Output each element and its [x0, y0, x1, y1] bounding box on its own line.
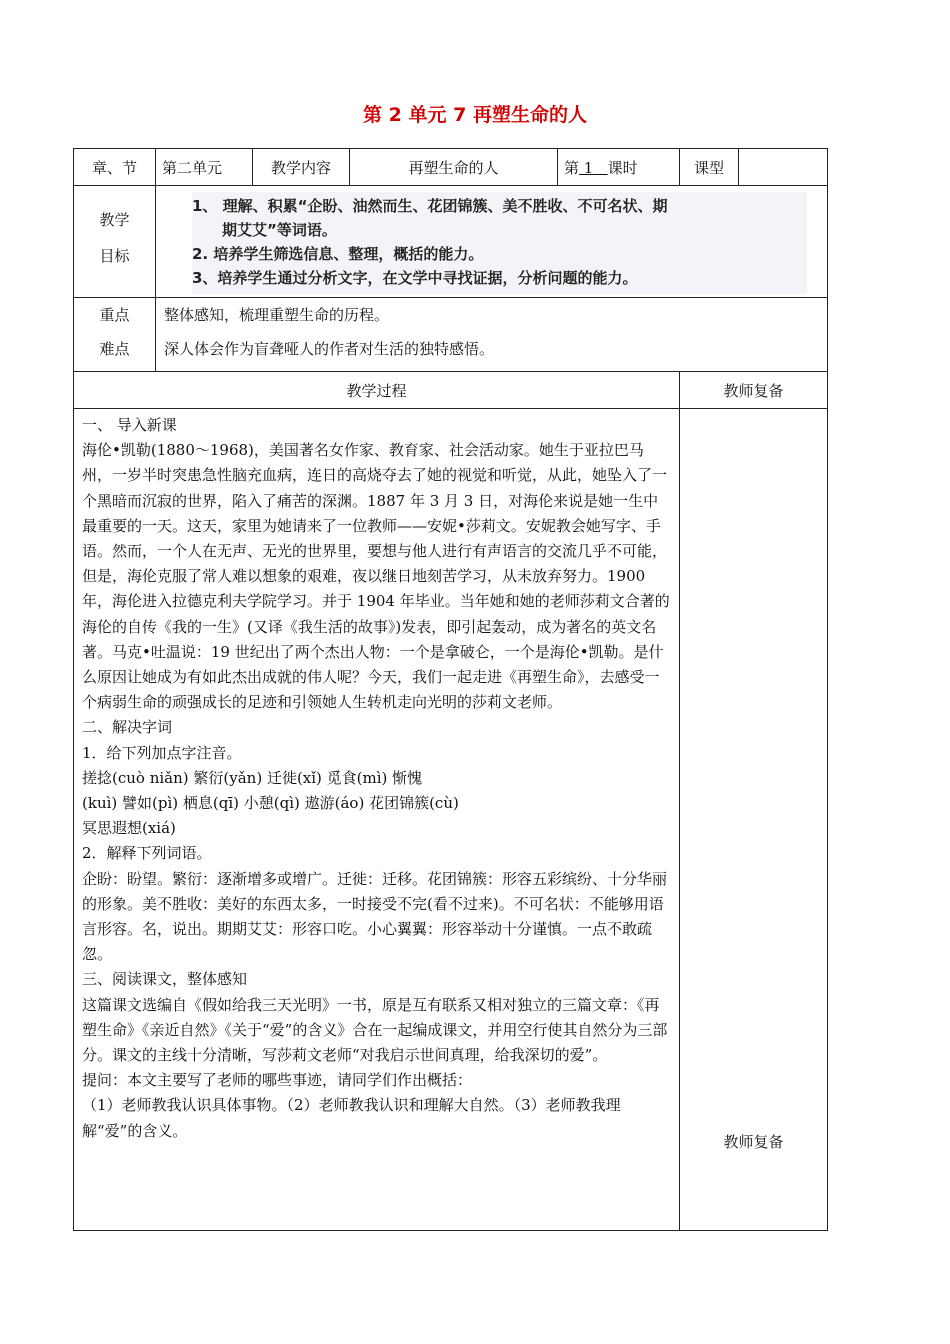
pinyin-line: 冥思遐想(xiá) [82, 819, 176, 838]
revision-column [680, 409, 828, 1231]
vocabulary-paragraph: 企盼：盼望。繁衍：逐渐增多或增广。迁徙：迁移。花团锦簇：形容五彩缤纷、十分华丽的形象。美不胜收：美好的东西太多，一时接受不完(看不过来)。不可名状：不能够用语言形容。名，说出。期期艾艾：形容口吃。小心翼翼：形容举动十分谨慎。一点不敢疏忽。 [82, 869, 668, 964]
process-header: 教学过程 [74, 372, 680, 409]
pinyin-line: (kuì) 譬如(pì) 栖息(qī) 小憩(qì) 遨游(áo) 花团锦簇(cù) [82, 794, 459, 813]
lesson-number: 1 [583, 158, 594, 177]
intro-paragraph: 海伦•凯勒(1880～1968)，美国著名女作家、教育家、社会活动家。她生于亚拉巴马州，一岁半时突患急性脑充血病，连日的高烧夺去了她的视觉和听觉，从此，她坠入了一个黑暗而沉寂的世界，陷入了痛苦的深渊。1887 年 3 月 3 日，对海伦来说是她一生中最重要的一天。这天，家里为她请来了一位教师——安妮•莎莉文。安妮教会她写字、手语。然而，一个人在无声、无光的世界里，要想与他人进行有声语言的交流几乎不可能，但是，海伦克服了常人难以想象的艰难，夜以继日地刻苦学习，从未放弃努力。1900 年，海伦进入拉德克利夫学院学习。并于 1904 年毕业。当年她和她的老师莎莉文合著的海伦的自传《我的一生》(又译《我生活的故事》)发表，即引起轰动，成为著名的英文名著。马克•吐温说：19 世纪出了两个杰出人物：一个是拿破仑，一个是海伦•凯勒。是什么原因让她成为有如此杰出成就的伟人呢？今天，我们一起走进《再塑生命》，去感受一个病弱生命的顽强成长的足迹和引领她人生转机走向光明的莎莉文老师。 [82, 441, 670, 712]
key-points-label [74, 298, 156, 372]
difficulty-label: 难点 [99, 340, 130, 358]
lesson-prefix: 第 [564, 158, 580, 177]
focus-text: 整体感知，梳理重塑生命的历程。 [164, 306, 390, 324]
section-heading: 二、解决字词 [82, 718, 173, 737]
chapter-label: 章、节 [74, 149, 156, 186]
section-heading: 一、 导入新课 [82, 416, 177, 434]
process-content [74, 409, 680, 1231]
key-points-row [74, 298, 828, 372]
objectives-list [192, 192, 807, 294]
objective-item: 3、培养学生通过分析文字，在文学中寻找证据，分析问题的能力。 [192, 269, 638, 287]
key-points-text [156, 298, 828, 372]
exercise-heading: 1．给下列加点字注音。 [82, 743, 242, 762]
objectives-row [74, 186, 828, 298]
difficulty-text: 深人体会作为盲聋哑人的作者对生活的独特感悟。 [164, 340, 495, 358]
answer-text: （1）老师教我认识具体事物。（2）老师教我认识和理解大自然。（3）老师教我理解“爱”的含义。 [82, 1096, 621, 1140]
pinyin-line: 搓捻(cuò niǎn) 繁衍(yǎn) 迁徙(xǐ) 觅食(mì) 惭愧 [82, 768, 423, 787]
content-label: 教学内容 [253, 149, 350, 186]
objective-item: 期艾艾”等词语。 [222, 221, 337, 239]
objective-item: 2. 培养学生筛选信息、整理，概括的能力。 [192, 245, 484, 263]
document-title: 第 2 单元 7 再塑生命的人 [363, 104, 587, 126]
content-value: 再塑生命的人 [350, 149, 558, 186]
objectives-label: 教学 目标 [74, 186, 156, 298]
chapter-value: 第二单元 [156, 149, 253, 186]
section-heading: 三、阅读课文，整体感知 [82, 970, 248, 989]
question-text: 提问：本文主要写了老师的哪些事迹，请同学们作出概括： [82, 1071, 473, 1090]
objectives-cell [156, 186, 828, 298]
header-row [74, 149, 828, 186]
reading-paragraph: 这篇课文选编自《假如给我三天光明》一书，原是互有联系又相对独立的三篇文章：《再塑生命》《亲近自然》《关于“爱”的含义》合在一起编成课文，并用空行使其自然分为三部分。课文的主线十分清晰，写莎莉文老师“对我启示世间真理，给我深切的爱”。 [82, 995, 668, 1065]
exercise-heading: 2．解释下列词语。 [82, 844, 212, 863]
process-body-row [74, 409, 828, 1231]
lesson-plan-table [73, 148, 828, 1231]
type-value [739, 149, 828, 186]
objective-item: 1、 理解、积累“企盼、油然而生、花团锦簇、美不胜收、不可名状、期 [192, 197, 668, 215]
lesson-cell [558, 149, 680, 186]
revision-header: 教师复备 [680, 372, 828, 409]
process-header-row [74, 372, 828, 409]
focus-label: 重点 [99, 306, 130, 324]
type-label: 课型 [680, 149, 739, 186]
lesson-suffix: 课时 [607, 158, 638, 177]
revision-note: 教师复备 [723, 1133, 784, 1151]
